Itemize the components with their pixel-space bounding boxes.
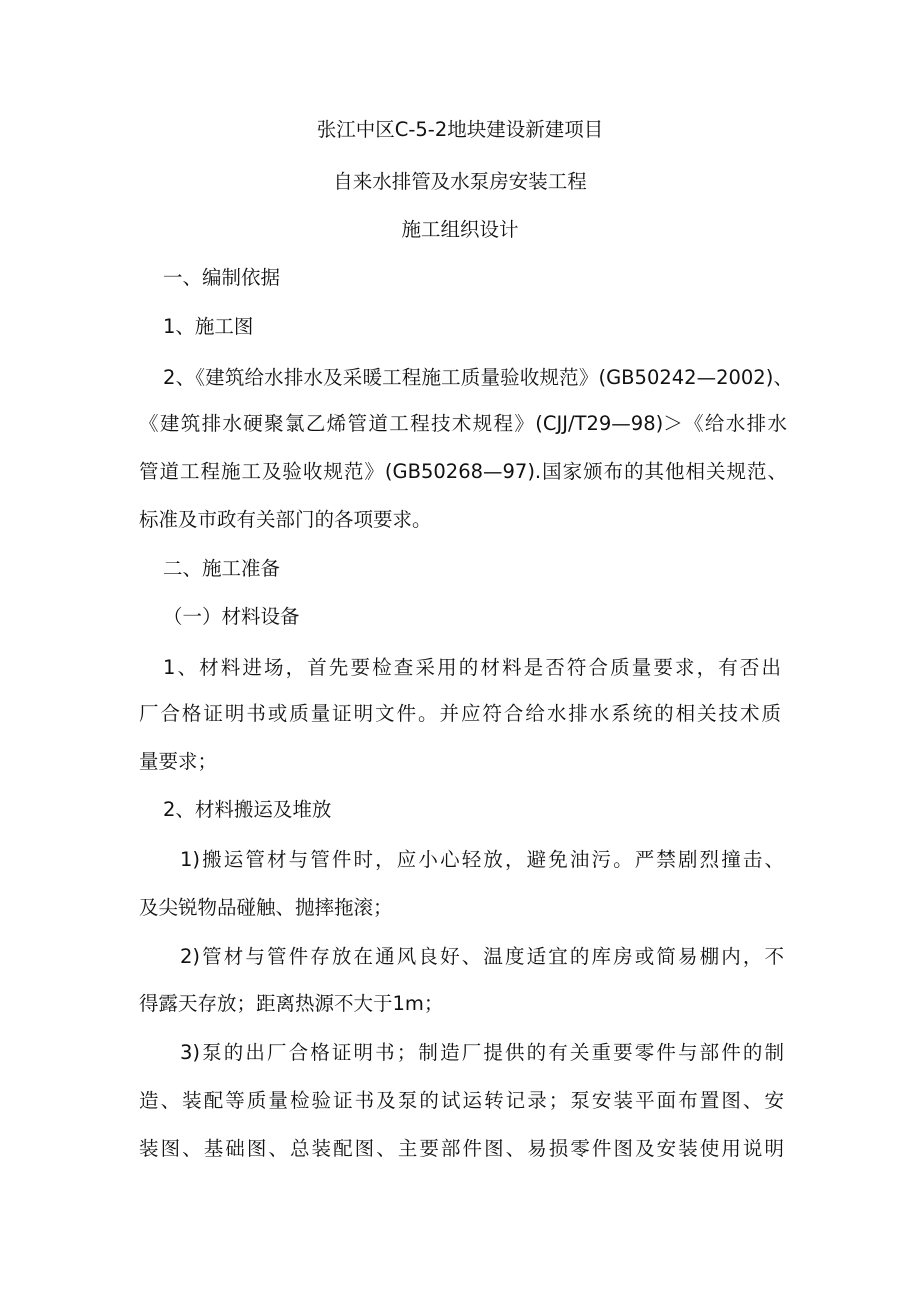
- paragraph-line: 2)管材与管件存放在通风良好、温度适宜的库房或简易棚内，不: [180, 945, 784, 968]
- paragraph-line: 及尖锐物品碰触、抛摔拖滚；: [139, 896, 393, 919]
- subsection-heading-materials: （一）材料设备: [163, 605, 300, 628]
- paragraph-line: 得露天存放；距离热源不大于1m；: [139, 992, 444, 1015]
- paragraph-line: 厂合格证明书或质量证明文件。并应符合给水排水系统的相关技术质: [139, 702, 781, 725]
- paragraph-line: 2、材料搬运及堆放: [163, 798, 332, 821]
- section-heading-basis: 一、编制依据: [163, 266, 281, 289]
- doc-title-line-3: 施工组织设计: [401, 218, 519, 241]
- paragraph-line: 管道工程施工及验收规范》(GB50268—97).国家颁布的其他相关规范、: [139, 460, 787, 483]
- paragraph-line: 1、材料进场，首先要检查采用的材料是否符合质量要求，有否出: [163, 656, 781, 679]
- doc-title-line-2: 自来水排管及水泵房安装工程: [333, 170, 587, 193]
- paragraph-line: 装图、基础图、总装配图、主要部件图、易损零件图及安装使用说明: [139, 1137, 784, 1160]
- paragraph-line: 量要求；: [139, 750, 218, 773]
- paragraph-line: 3)泵的出厂合格证明书；制造厂提供的有关重要零件与部件的制: [180, 1041, 784, 1064]
- paragraph-line: 1)搬运管材与管件时，应小心轻放，避免油污。严禁剧烈撞击、: [180, 848, 784, 871]
- doc-title-line-1: 张江中区C-5-2地块建设新建项目: [316, 118, 604, 141]
- paragraph-line: 造、装配等质量检验证书及泵的试运转记录；泵安装平面布置图、安: [139, 1089, 784, 1112]
- paragraph-line: 2、《建筑给水排水及采暖工程施工质量验收规范》(GB50242—2002)、: [163, 366, 793, 389]
- paragraph-line: 《建筑排水硬聚氯乙烯管道工程技术规程》(CJJ/T29—98)＞《给水排水: [139, 412, 787, 435]
- section-heading-preparation: 二、施工准备: [163, 557, 281, 580]
- list-item-drawings: 1、施工图: [163, 315, 254, 338]
- paragraph-line: 标准及市政有关部门的各项要求。: [139, 508, 432, 531]
